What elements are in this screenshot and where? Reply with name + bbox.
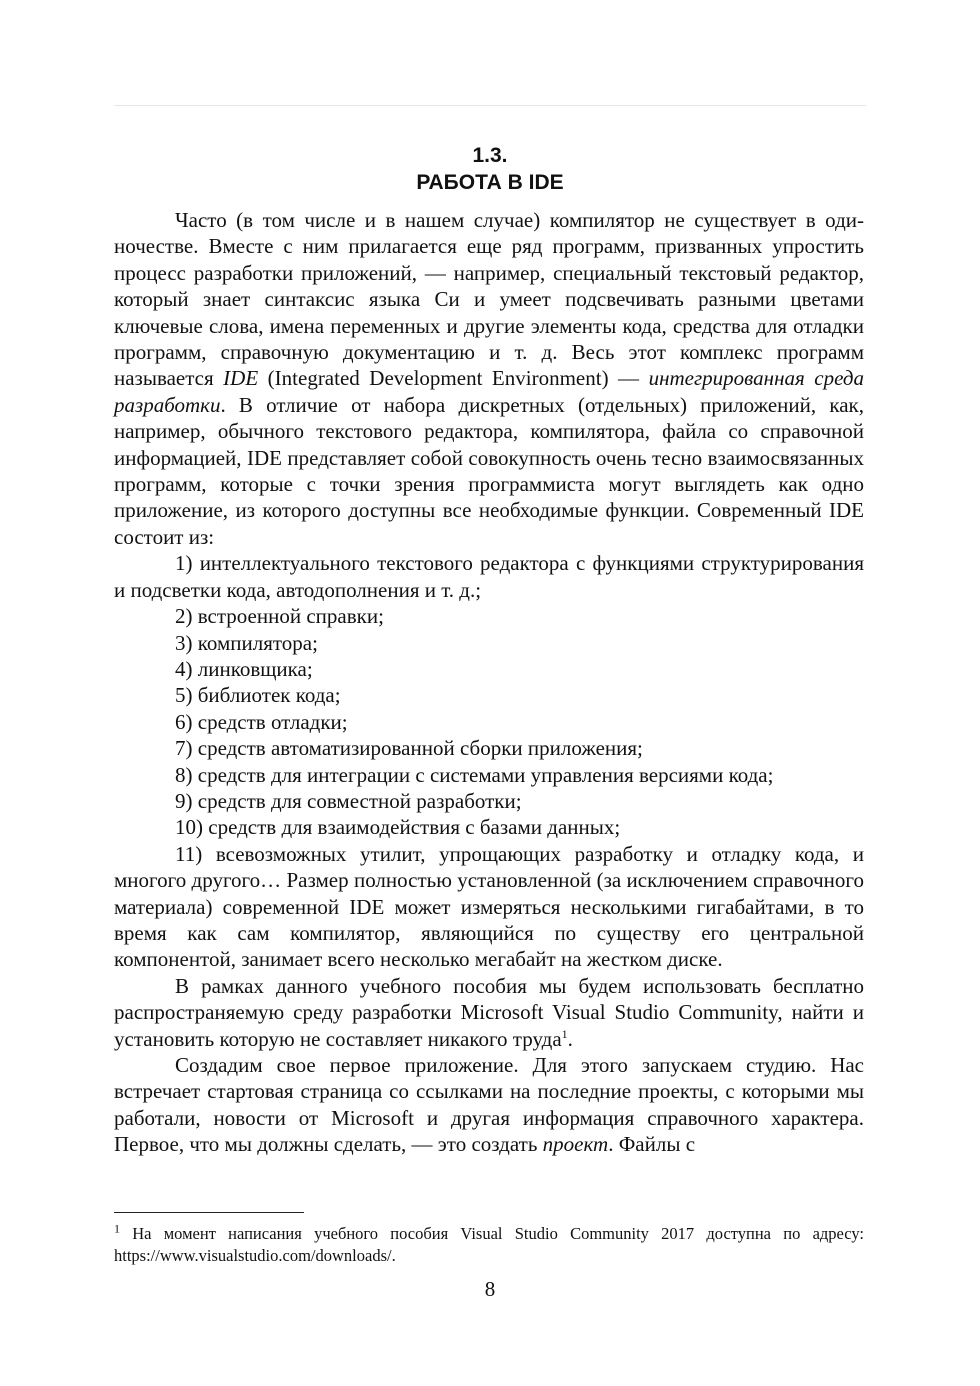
body-text (114, 207, 864, 1158)
intro-text-3: . В отличие от набора дискретных (отдельных) приложений, как, например, обычного текстового редактора, компилятора, файла со справочной информацией, IDE представляет собой совокупность очень тесно взаимосвязанных программ, которые с точки зрения программиста могут выглядеть как одно приложение, из которого доступны все необходимые функции. Современный IDE состоит из: (114, 392, 864, 549)
footnote-text: На момент написания учебного пособия Visual Studio Community 2017 доступна по адресу: https://www.visualstudio.com/downloads/. (114, 1224, 864, 1265)
list-item: 8) средств для интеграции с системами управления версиями кода; (175, 762, 774, 787)
section-heading (114, 142, 866, 196)
vs-text: В рамках данного учебного пособия мы будем использовать бесплатно распространяемую среду разработки Microsoft Visual Studio Community, найти и установить которую не составляет никакого труда (114, 973, 864, 1051)
vs-text-end: . (567, 1026, 573, 1051)
list-item: 6) средств отладки; (175, 709, 348, 734)
ide-abbreviation: IDE (223, 366, 259, 391)
footnote-reference[interactable]: 1 (561, 1026, 568, 1041)
list-item: 7) средств автоматизированной сборки приложения; (175, 736, 643, 761)
list-item: 2) встроенной справки; (175, 604, 384, 629)
list-item: 9) средств для совместной разработки; (175, 788, 522, 813)
intro-text: Часто (в том числе и в нашем случае) компилятор не существует в одиночестве. Вместе с ним прилагается еще ряд программ, призванных упростить процесс разработки приложений, — например, специальный текстовый редактор, который знает синтаксис языка Си и умеет подсвечивать разными цветами ключевые слова, имена переменных и другие элементы кода, средства для отладки программ, справочную документацию и т. д. Весь этот комплекс программ называется (114, 208, 864, 391)
section-title: РАБОТА В IDE (416, 171, 564, 194)
footnote (114, 1223, 864, 1267)
list-item: 4) линковщика; (175, 656, 313, 681)
paragraph-intro (114, 207, 864, 550)
ide-term: интегрированная среда разработки (114, 366, 864, 417)
list-item: 1) интеллектуального текстового редактора с функциями структурирования и подсветки кода, автодополнения и т. д.; (114, 551, 864, 602)
list-item: 3) компилятора; (175, 630, 318, 655)
paragraph-first-app (114, 1052, 864, 1158)
list-item: 5) библиотек кода; (175, 683, 341, 708)
project-term: проект (542, 1132, 609, 1157)
header-rule (114, 105, 866, 106)
footnote-mark: 1 (114, 1221, 120, 1236)
page-number: 8 (484, 1277, 496, 1301)
footnote-separator (114, 1212, 304, 1213)
section-number: 1.3. (472, 144, 508, 167)
first-app-text-end: . Файлы с (608, 1132, 696, 1157)
paragraph-visual-studio (114, 973, 864, 1052)
first-app-text: Создадим свое первое приложение. Для этого запускаем студию. Нас встречает стартовая страница со ссылками на последние проекты, с которыми мы работали, новости от Microsoft и другая информация справочного характера. Первое, что мы должны сделать, — это создать (114, 1053, 864, 1157)
intro-text-2: (Integrated Development Environment) — (258, 366, 649, 391)
list-item: 11) всевозможных утилит, упрощающих разработку и отладку кода, и многого другого… Размер полностью установленной (за исключением справочного материала) современной IDE может измеряться несколькими гигабайтами, в то время как сам компилятор, являющийся по существу его центральной компонентой, занимает всего несколько мегабайт на жестком диске. (114, 841, 864, 972)
list-item: 10) средств для взаимодействия с базами данных; (175, 815, 621, 840)
